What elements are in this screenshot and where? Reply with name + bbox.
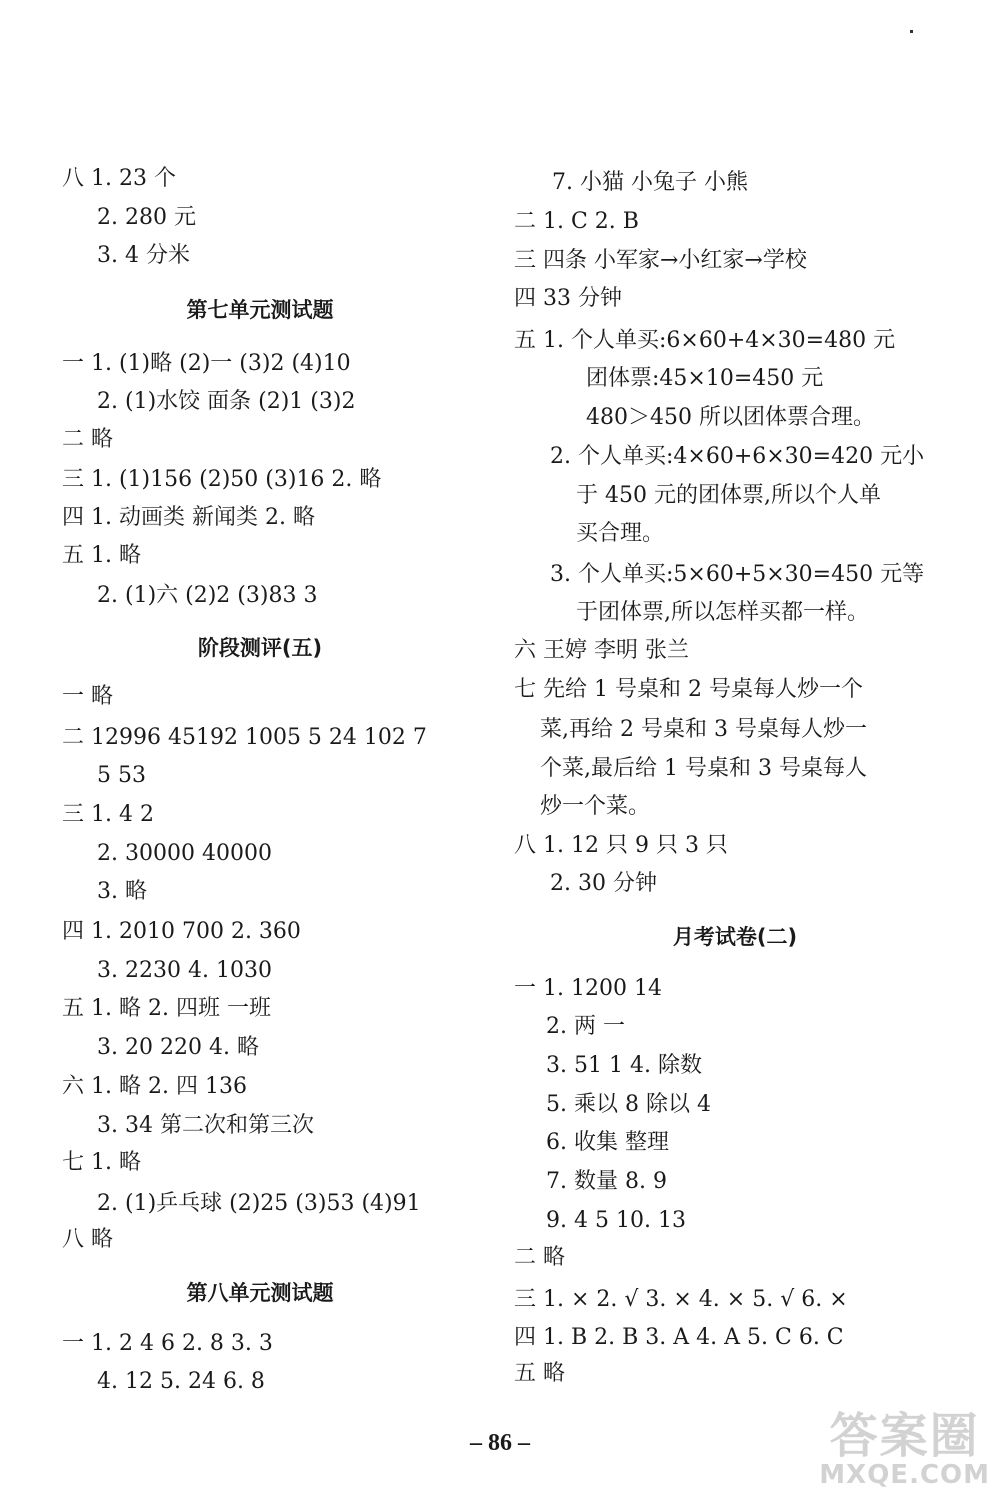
answer-line: 480＞450 所以团体票合理。	[586, 405, 875, 430]
section-heading: 阶段测评(五)	[197, 636, 323, 660]
answer-line: 七 1. 略	[62, 1150, 141, 1175]
answer-line: 二 略	[514, 1245, 565, 1270]
answer-line: 二 1. C 2. B	[514, 209, 639, 234]
answer-line: 菜,再给 2 号桌和 3 号桌每人炒一	[540, 717, 867, 742]
answer-line: 六 王婷 李明 张兰	[514, 638, 689, 663]
answer-line: 3. 20 220 4. 略	[97, 1035, 259, 1060]
answer-line: 三 1. (1)156 (2)50 (3)16 2. 略	[62, 467, 382, 492]
answer-line: 四 33 分钟	[514, 286, 622, 311]
answer-line: 3. 2230 4. 1030	[97, 958, 272, 983]
watermark-url: MXQE.COM	[819, 1460, 990, 1490]
answer-line: 2. 两 一	[546, 1014, 625, 1039]
answer-line: 2. 280 元	[97, 205, 196, 230]
answer-line: 买合理。	[576, 521, 665, 546]
answer-line: 2. 30000 40000	[97, 841, 272, 866]
watermark	[819, 1408, 990, 1490]
answer-line: 八 1. 12 只 9 只 3 只	[514, 833, 728, 858]
corner-mark	[910, 30, 913, 33]
answer-line: 四 1. 动画类 新闻类 2. 略	[62, 505, 315, 530]
answer-line: 6. 收集 整理	[546, 1130, 669, 1155]
answer-line: 2. (1)乒乓球 (2)25 (3)53 (4)91	[97, 1191, 421, 1216]
answer-line: 四 1. 2010 700 2. 360	[62, 919, 301, 944]
answer-line: 4. 12 5. 24 6. 8	[97, 1369, 265, 1394]
section-heading: 月考试卷(二)	[672, 925, 798, 949]
answer-line: 7. 小猫 小兔子 小熊	[552, 170, 748, 195]
answer-line: 八 1. 23 个	[62, 166, 176, 191]
answer-line: 2. 个人单买:4×60+6×30=420 元小	[550, 444, 925, 469]
answer-line: 五 略	[514, 1361, 565, 1386]
section-heading: 第八单元测试题	[186, 1281, 334, 1305]
answer-line: 2. (1)六 (2)2 (3)83 3	[97, 583, 318, 608]
answer-line: 炒一个菜。	[540, 794, 651, 819]
answer-line: 二 略	[62, 427, 113, 452]
answer-line: 7. 数量 8. 9	[546, 1169, 667, 1194]
answer-line: 于 450 元的团体票,所以个人单	[576, 483, 881, 508]
answer-line: 个菜,最后给 1 号桌和 3 号桌每人	[540, 756, 867, 781]
watermark-logo: 答案圈	[829, 1408, 980, 1464]
answer-line: 3. 34 第二次和第三次	[97, 1113, 314, 1138]
answer-line: 七 先给 1 号桌和 2 号桌每人炒一个	[514, 677, 863, 702]
answer-line: 三 1. 4 2	[62, 802, 154, 827]
section-heading: 第七单元测试题	[186, 298, 334, 322]
answer-line: 一 1. (1)略 (2)一 (3)2 (4)10	[62, 351, 351, 376]
answer-line: 3. 略	[97, 879, 147, 904]
answer-line: 三 四条 小军家→小红家→学校	[514, 248, 807, 273]
answer-line: 六 1. 略 2. 四 136	[62, 1074, 247, 1099]
answer-line: 五 1. 略	[62, 543, 141, 568]
answer-line: 3. 51 1 4. 除数	[546, 1053, 702, 1078]
page-number: – 86 –	[470, 1430, 530, 1456]
answer-line: 团体票:45×10=450 元	[586, 366, 824, 391]
answer-line: 八 略	[62, 1227, 113, 1252]
answer-line: 9. 4 5 10. 13	[546, 1208, 686, 1233]
answer-line: 五 1. 个人单买:6×60+4×30=480 元	[514, 328, 896, 353]
answer-line: 5. 乘以 8 除以 4	[546, 1092, 711, 1117]
answer-line: 一 1. 2 4 6 2. 8 3. 3	[62, 1331, 273, 1356]
answer-line: 5 53	[97, 763, 146, 788]
answer-line: 一 1. 1200 14	[514, 976, 662, 1001]
answer-line: 于团体票,所以怎样买都一样。	[576, 600, 869, 625]
answer-line: 五 1. 略 2. 四班 一班	[62, 996, 271, 1021]
answer-line: 三 1. × 2. √ 3. × 4. × 5. √ 6. ×	[514, 1287, 848, 1312]
answer-line: 二 12996 45192 1005 5 24 102 7	[62, 725, 427, 750]
answer-line: 2. (1)水饺 面条 (2)1 (3)2	[97, 389, 356, 414]
answer-line: 2. 30 分钟	[550, 871, 657, 896]
answer-line: 3. 4 分米	[97, 243, 190, 268]
answer-line: 3. 个人单买:5×60+5×30=450 元等	[550, 562, 925, 587]
answer-line: 一 略	[62, 684, 113, 709]
answer-line: 四 1. B 2. B 3. A 4. A 5. C 6. C	[514, 1325, 844, 1350]
